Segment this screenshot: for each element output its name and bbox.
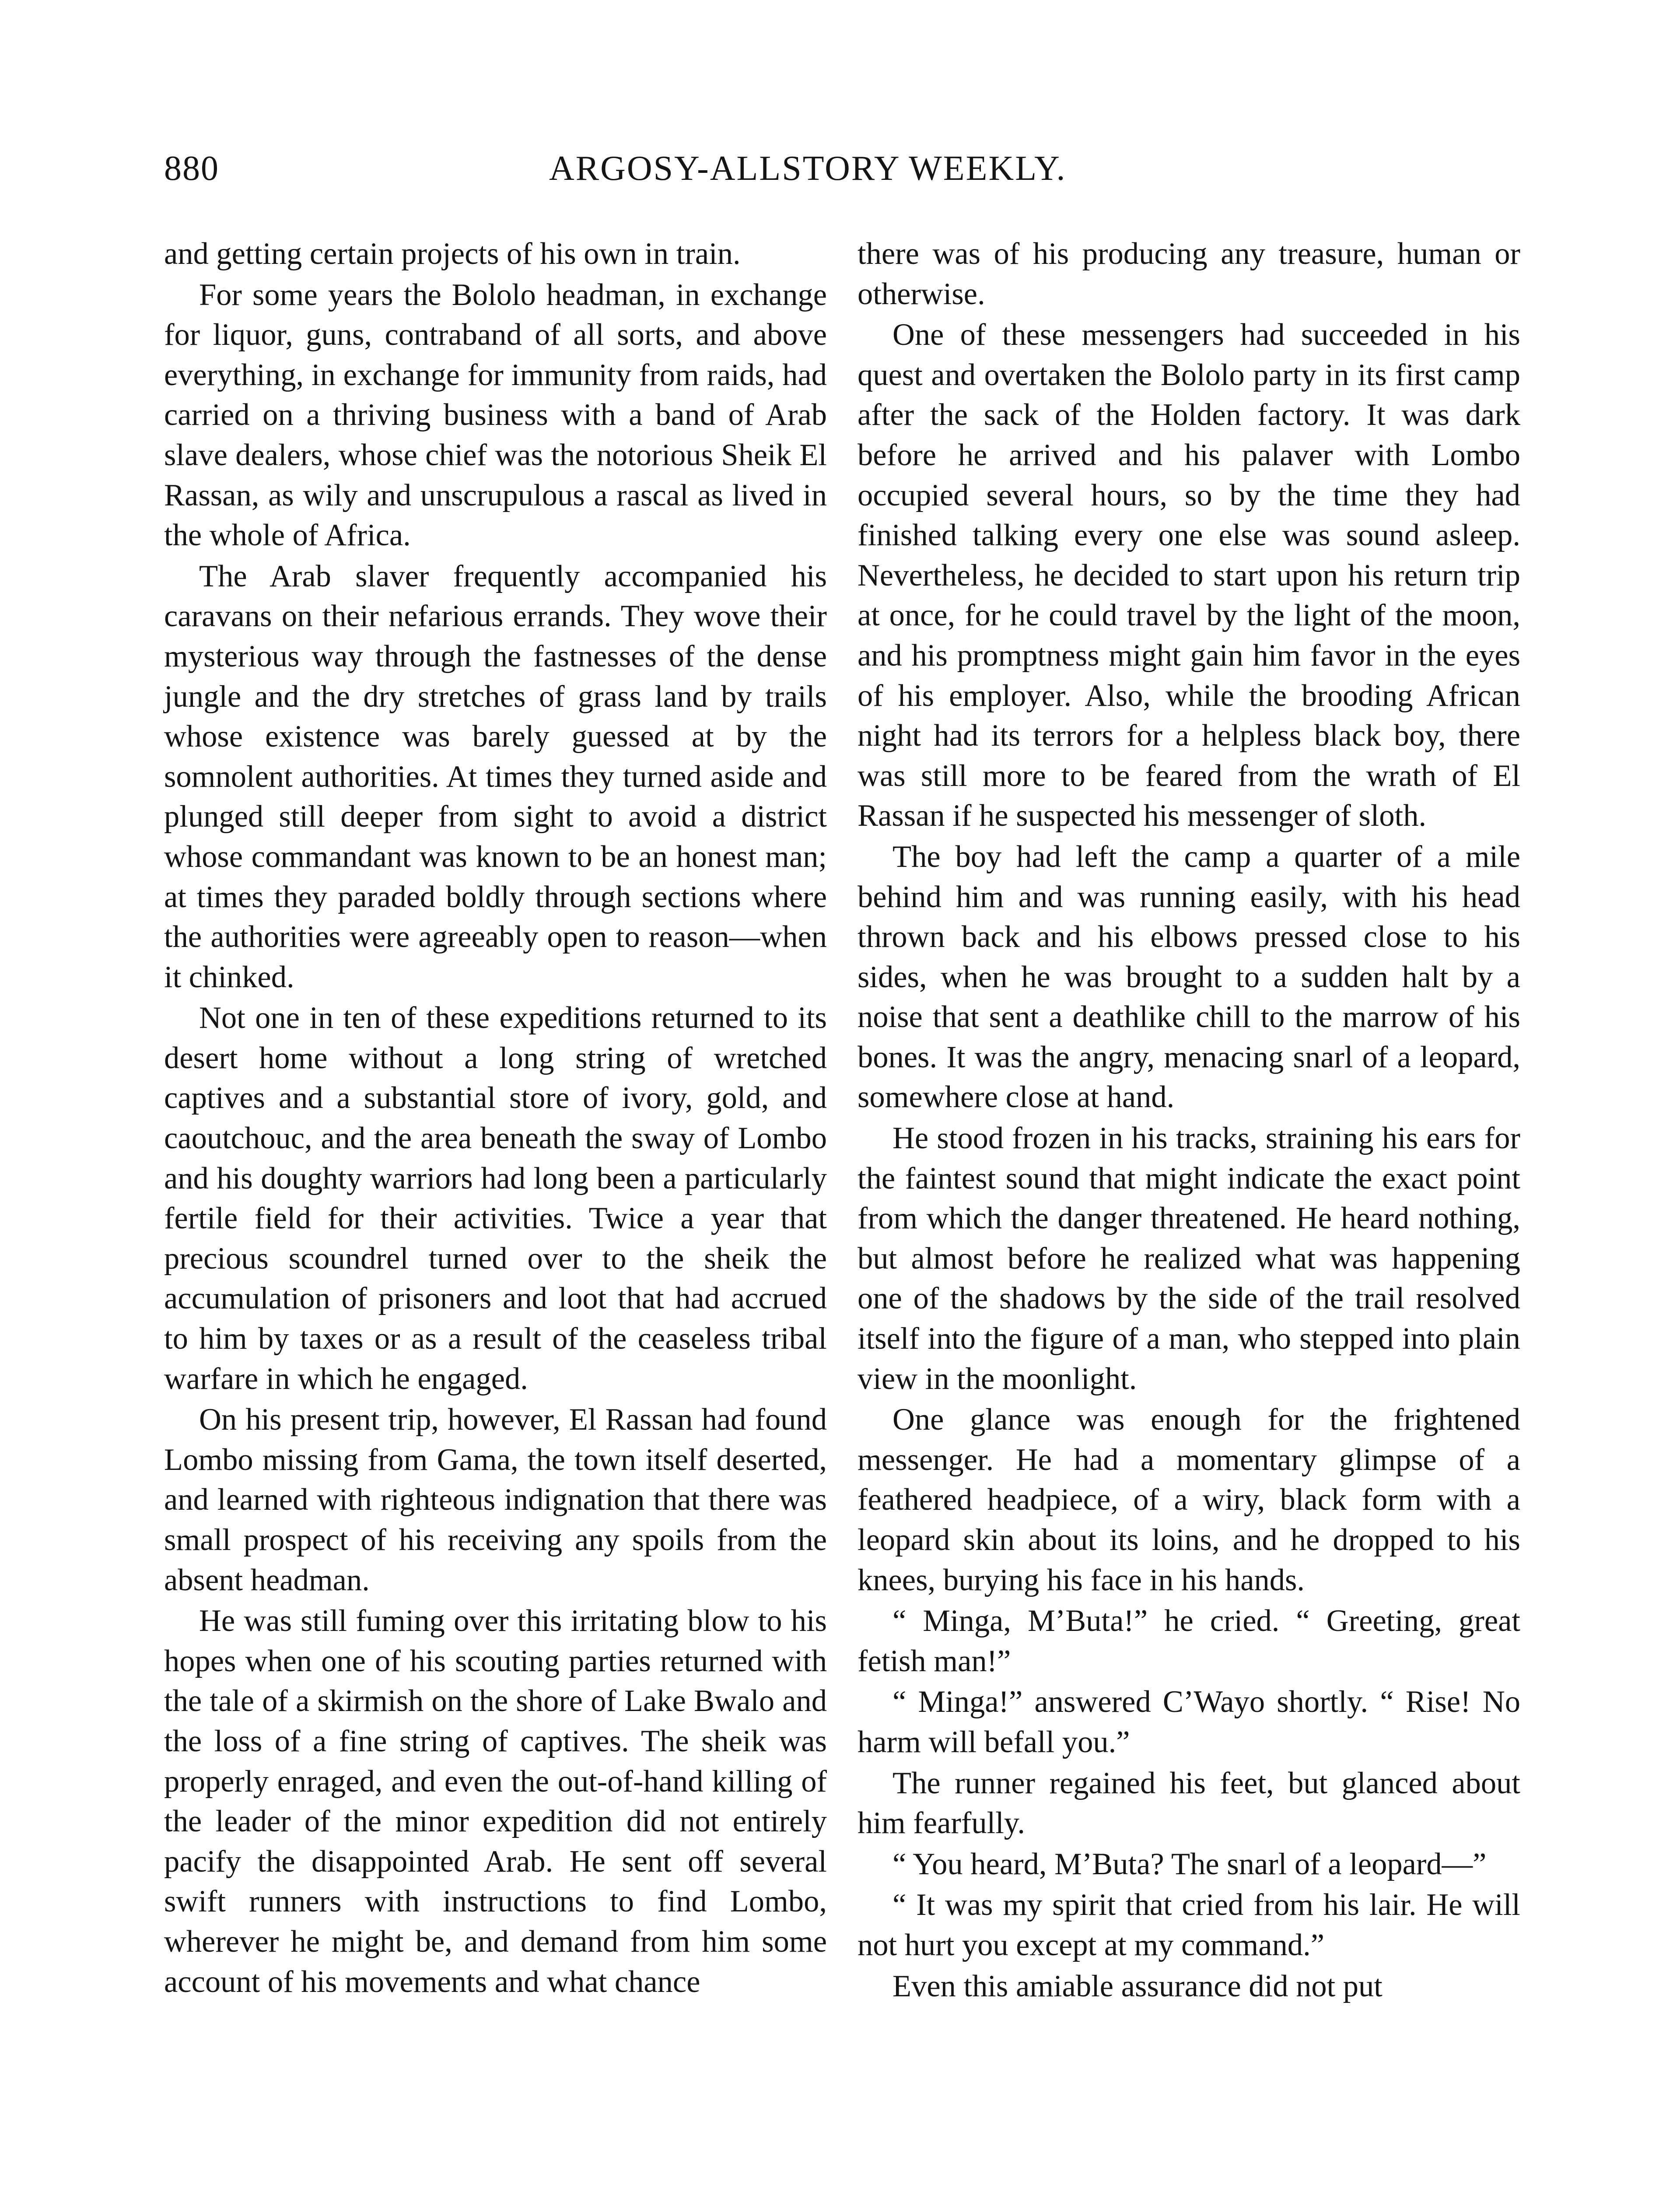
paragraph: Even this amiable assurance did not put (892, 1969, 1382, 2003)
paragraph: He stood frozen in his tracks, straining his ears for the faintest sound that might indicate the exact point from which the danger threatened. He heard nothing, but almost before he realized what was happening one of the shadows by the side of the trail resolved itself into the figure of a man, who stepped into plain view in the moonlight. (858, 1121, 1520, 1396)
paragraph: there was of his producing any treasure, human or otherwise. (858, 237, 1520, 311)
page-number: 880 (164, 149, 219, 188)
paragraph: The Arab slaver frequently accompanied his caravans on their nefarious errands. They wove their mysterious way through the fastnesses of the dense jungle and the dry stretches of grass land by trails whose existence was barely guessed at by the somnolent authorities. At times they turned aside and plunged still deeper from sight to avoid a district whose commandant was known to be an honest man; at times they paraded boldly through sections where the authorities were agreeably open to reason—when it chinked. (164, 559, 827, 994)
dialogue-paragraph: “ You heard, M’Buta? The snarl of a leopard—” (892, 1847, 1487, 1881)
dialogue-paragraph: “ Minga, M’Buta!” he cried. “ Greeting, great fetish man!” (858, 1604, 1520, 1678)
dialogue-paragraph: “ It was my spirit that cried from his lair. He will not hurt you except at my command.” (858, 1888, 1520, 1962)
paragraph: One of these messengers had succeeded in his quest and overtaken the Bololo party in its first camp after the sack of the Holden factory. It was dark before he arrived and his palaver with Lombo occupied several hours, so by the time they had finished talking every one else was sound asleep. Nevertheless, he decided to start upon his return trip at once, for he could travel by the light of the moon, and his promptness might gain him favor in the eyes of his employer. Also, while the brooding African night had its terrors for a helpless black boy, there was still more to be feared from the wrath of El Rassan if he suspected his messenger of sloth. (858, 318, 1520, 833)
paragraph: On his present trip, however, El Rassan had found Lombo missing from Gama, the town itself deserted, and learned with righteous indignation that there was small prospect of his receiving any spoils from the absent headman. (164, 1403, 827, 1597)
right-column (858, 234, 1520, 2007)
paragraph: The boy had left the camp a quarter of a mile behind him and was running easily, with his head thrown back and his elbows pressed close to his sides, when he was brought to a sudden halt by a noise that sent a deathlike chill to the marrow of his bones. It was the angry, menacing snarl of a leopard, somewhere close at hand. (858, 839, 1520, 1115)
paragraph: The runner regained his feet, but glanced about him fearfully. (858, 1766, 1520, 1841)
paragraph: Not one in ten of these expeditions returned to its desert home without a long string of wretched captives and a substantial store of ivory, gold, and caoutchouc, and the area beneath the sway of Lombo and his doughty warriors had long been a particularly fertile field for their activities. Twice a year that precious scoundrel turned over to the sheik the accumulation of prisoners and loot that had accrued to him by taxes or as a result of the ceaseless tribal warfare in which he engaged. (164, 1001, 827, 1396)
running-head: ARGOSY-ALLSTORY WEEKLY. (549, 149, 1067, 188)
dialogue-paragraph: “ Minga!” answered C’Wayo shortly. “ Rise! No harm will befall you.” (858, 1685, 1520, 1759)
paragraph: and getting certain projects of his own in train. (164, 237, 741, 271)
paragraph: He was still fuming over this irritating blow to his hopes when one of his scouting parties returned with the tale of a skirmish on the shore of Lake Bwalo and the loss of a fine string of captives. The sheik was properly enraged, and even the out-of-hand killing of the leader of the minor expedition did not entirely pacify the disappointed Arab. He sent off several swift runners with instructions to find Lombo, wherever he might be, and demand from him some account of his movements and what chance (164, 1604, 827, 1999)
page-header (164, 144, 1520, 193)
left-column (164, 234, 827, 2003)
paragraph: For some years the Bololo headman, in exchange for liquor, guns, contraband of all sorts, and above everything, in exchange for immunity from raids, had carried on a thriving business with a band of Arab slave dealers, whose chief was the notorious Sheik El Rassan, as wily and unscrupulous a rascal as lived in the whole of Africa. (164, 277, 827, 553)
paragraph: One glance was enough for the frightened messenger. He had a momentary glimpse of a feathered headpiece, of a wiry, black form with a leopard skin about its loins, and he dropped to his knees, burying his face in his hands. (858, 1403, 1520, 1597)
